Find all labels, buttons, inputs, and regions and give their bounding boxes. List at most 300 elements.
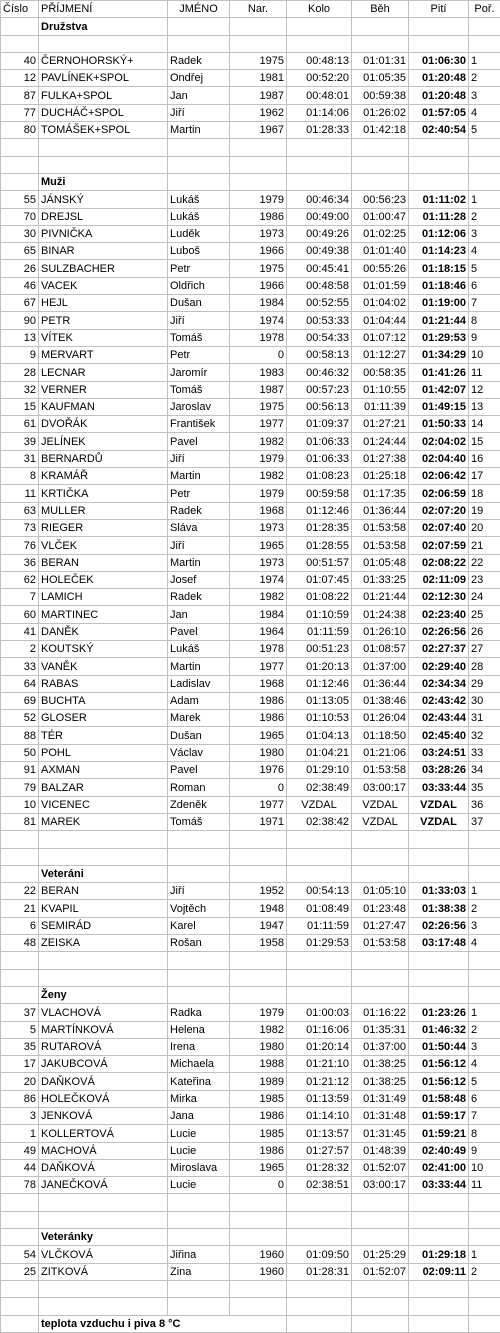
result-row [1,554,500,571]
empty-cell [469,1298,500,1315]
prijmeni-cell: SEMIRÁD [39,917,168,934]
poradi-cell: 6 [469,1090,500,1107]
kolo-cell: 00:48:58 [287,277,352,294]
poradi-cell: 28 [469,658,500,675]
jmeno-cell: Jiří [168,450,230,467]
prijmeni-cell: KRAMÁŘ [39,468,168,485]
piti-cell: 01:59:21 [409,1125,469,1142]
kolo-cell: 00:54:33 [287,329,352,346]
piti-cell: 01:56:12 [409,1056,469,1073]
piti-cell: 01:57:05 [409,104,469,121]
result-row [1,450,500,467]
poradi-cell: 4 [469,104,500,121]
beh-cell: 01:02:25 [352,225,409,242]
piti-cell: 02:43:42 [409,692,469,709]
poradi-cell: 5 [469,1073,500,1090]
empty-cell [409,952,469,969]
kolo-cell: 02:38:49 [287,779,352,796]
kolo-cell: 01:21:10 [287,1056,352,1073]
beh-cell: 01:01:31 [352,52,409,69]
header-prijmeni: PŘÍJMENÍ [39,1,168,18]
beh-cell: 01:31:48 [352,1108,409,1125]
empty-cell [352,865,409,882]
header-kolo: Kolo [287,1,352,18]
empty-cell [168,18,230,35]
empty-cell [168,1229,230,1246]
poradi-cell: 19 [469,502,500,519]
piti-cell: 02:08:22 [409,554,469,571]
section-title-row [1,865,500,882]
beh-cell: 01:05:48 [352,554,409,571]
piti-cell: 02:04:40 [409,450,469,467]
results-table-body [1,1,500,1333]
piti-cell: 02:12:30 [409,589,469,606]
piti-cell: 01:14:23 [409,243,469,260]
cislo-cell: 36 [1,554,39,571]
piti-cell: 01:56:12 [409,1073,469,1090]
result-row [1,1056,500,1073]
empty-cell [168,986,230,1003]
narozen-cell: 1987 [230,87,287,104]
kolo-cell: 00:48:01 [287,87,352,104]
narozen-cell: 1978 [230,640,287,657]
poradi-cell: 22 [469,554,500,571]
cislo-cell: 70 [1,208,39,225]
kolo-cell: 01:04:13 [287,727,352,744]
empty-cell [287,35,352,52]
prijmeni-cell: BUCHTA [39,692,168,709]
jmeno-cell: Mirka [168,1090,230,1107]
empty-cell [409,139,469,156]
beh-cell: 01:53:58 [352,762,409,779]
empty-cell [409,1211,469,1228]
cislo-cell: 61 [1,416,39,433]
kolo-cell: 01:21:12 [287,1073,352,1090]
empty-cell [230,139,287,156]
poradi-cell: 36 [469,796,500,813]
kolo-cell: 01:09:50 [287,1246,352,1263]
prijmeni-cell: VERNER [39,381,168,398]
empty-cell [352,831,409,848]
empty-cell [168,1280,230,1297]
empty-cell [352,18,409,35]
empty-cell [409,1315,469,1332]
beh-cell: 01:27:38 [352,450,409,467]
jmeno-cell: Irena [168,1038,230,1055]
prijmeni-cell: BALZAR [39,779,168,796]
empty-cell [230,986,287,1003]
piti-cell: 01:50:44 [409,1038,469,1055]
kolo-cell: 00:49:26 [287,225,352,242]
beh-cell: 01:05:35 [352,70,409,87]
section-title: Veteráni [39,865,168,882]
poradi-cell: 24 [469,589,500,606]
narozen-cell: 1958 [230,935,287,952]
narozen-cell: 1952 [230,883,287,900]
poradi-cell: 4 [469,1056,500,1073]
empty-cell [469,952,500,969]
cislo-cell: 79 [1,779,39,796]
empty-cell [287,173,352,190]
beh-cell: 01:01:40 [352,243,409,260]
poradi-cell: 30 [469,692,500,709]
kolo-cell: 00:52:55 [287,295,352,312]
result-row [1,1263,500,1280]
jmeno-cell: Radek [168,502,230,519]
jmeno-cell: Martin [168,554,230,571]
spacer-row [1,1211,500,1228]
prijmeni-cell: VLČKOVÁ [39,1246,168,1263]
section-title-row [1,986,500,1003]
narozen-cell: 1979 [230,485,287,502]
empty-cell [168,865,230,882]
jmeno-cell: Tomáš [168,329,230,346]
empty-cell [39,969,168,986]
empty-cell [287,1229,352,1246]
empty-cell [230,1298,287,1315]
piti-cell: 02:07:59 [409,537,469,554]
poradi-cell: 10 [469,346,500,363]
empty-cell [469,18,500,35]
result-row [1,1108,500,1125]
empty-cell [409,35,469,52]
empty-cell [469,1194,500,1211]
prijmeni-cell: DUCHÁČ+SPOL [39,104,168,121]
result-row [1,589,500,606]
prijmeni-cell: HOLEČKOVÁ [39,1090,168,1107]
narozen-cell: 1971 [230,813,287,830]
narozen-cell: 1947 [230,917,287,934]
result-row [1,485,500,502]
cislo-cell: 54 [1,1246,39,1263]
piti-cell: 01:11:02 [409,191,469,208]
beh-cell: 01:42:18 [352,122,409,139]
narozen-cell: 0 [230,1177,287,1194]
jmeno-cell: Martin [168,122,230,139]
piti-cell: 01:21:44 [409,312,469,329]
prijmeni-cell: KOLLERTOVÁ [39,1125,168,1142]
piti-cell: 01:06:30 [409,52,469,69]
poradi-cell: 2 [469,900,500,917]
empty-cell [287,1315,352,1332]
kolo-cell: 00:46:34 [287,191,352,208]
narozen-cell: 1980 [230,744,287,761]
poradi-cell: 2 [469,70,500,87]
piti-cell: 02:27:37 [409,640,469,657]
poradi-cell: 26 [469,623,500,640]
result-row [1,70,500,87]
cislo-cell: 81 [1,813,39,830]
empty-cell [230,1194,287,1211]
poradi-cell: 13 [469,398,500,415]
result-row [1,779,500,796]
poradi-cell: 23 [469,571,500,588]
kolo-cell: 00:54:13 [287,883,352,900]
result-row [1,1038,500,1055]
narozen-cell: 1973 [230,554,287,571]
kolo-cell: 01:09:37 [287,416,352,433]
narozen-cell: 1979 [230,450,287,467]
narozen-cell: 1975 [230,260,287,277]
result-row [1,208,500,225]
piti-cell: 02:11:09 [409,571,469,588]
narozen-cell: 1973 [230,519,287,536]
empty-cell [1,156,39,173]
result-row [1,1159,500,1176]
empty-cell [469,969,500,986]
prijmeni-cell: MARTÍNKOVÁ [39,1021,168,1038]
jmeno-cell: Jiří [168,312,230,329]
kolo-cell: 01:11:59 [287,623,352,640]
empty-cell [469,1211,500,1228]
poradi-cell: 3 [469,225,500,242]
piti-cell: VZDAL [409,796,469,813]
narozen-cell: 1986 [230,692,287,709]
result-row [1,571,500,588]
spacer-row [1,831,500,848]
beh-cell: 01:24:38 [352,606,409,623]
section-title-row [1,18,500,35]
cislo-cell: 35 [1,1038,39,1055]
beh-cell: 01:38:25 [352,1056,409,1073]
kolo-cell: 01:10:59 [287,606,352,623]
empty-cell [287,1298,352,1315]
prijmeni-cell: HOLEČEK [39,571,168,588]
cislo-cell: 76 [1,537,39,554]
piti-cell: 02:45:40 [409,727,469,744]
cislo-cell: 60 [1,606,39,623]
piti-cell: 02:29:40 [409,658,469,675]
empty-cell [287,831,352,848]
poradi-cell: 18 [469,485,500,502]
narozen-cell: 1988 [230,1056,287,1073]
jmeno-cell: Dušan [168,295,230,312]
cislo-cell: 63 [1,502,39,519]
result-row [1,796,500,813]
jmeno-cell: Helena [168,1021,230,1038]
beh-cell: 01:48:39 [352,1142,409,1159]
empty-cell [352,1280,409,1297]
beh-cell: 01:53:58 [352,935,409,952]
kolo-cell: 01:16:06 [287,1021,352,1038]
header-row [1,1,500,18]
kolo-cell: 01:28:33 [287,122,352,139]
empty-cell [39,831,168,848]
cislo-cell: 15 [1,398,39,415]
kolo-cell: 01:28:35 [287,519,352,536]
poradi-cell: 2 [469,1021,500,1038]
poradi-cell: 33 [469,744,500,761]
narozen-cell: 1974 [230,571,287,588]
beh-cell: 01:16:22 [352,1004,409,1021]
empty-cell [39,139,168,156]
prijmeni-cell: JANEČKOVÁ [39,1177,168,1194]
prijmeni-cell: TÉR [39,727,168,744]
cislo-cell: 20 [1,1073,39,1090]
empty-cell [1,986,39,1003]
result-row [1,122,500,139]
piti-cell: 01:29:53 [409,329,469,346]
prijmeni-cell: DAŇKOVÁ [39,1159,168,1176]
kolo-cell: 00:49:38 [287,243,352,260]
result-row [1,1090,500,1107]
kolo-cell: 02:38:42 [287,813,352,830]
result-row [1,813,500,830]
result-row [1,260,500,277]
header-poradi: Poř. [469,1,500,18]
result-row [1,900,500,917]
narozen-cell: 1978 [230,329,287,346]
cislo-cell: 73 [1,519,39,536]
cislo-cell: 25 [1,1263,39,1280]
empty-cell [168,969,230,986]
piti-cell: 01:11:28 [409,208,469,225]
piti-cell: 02:04:02 [409,433,469,450]
narozen-cell: 1974 [230,312,287,329]
kolo-cell: 01:20:13 [287,658,352,675]
poradi-cell: 32 [469,727,500,744]
piti-cell: 01:59:17 [409,1108,469,1125]
jmeno-cell: Martin [168,658,230,675]
narozen-cell: 1979 [230,1004,287,1021]
empty-cell [1,1280,39,1297]
result-row [1,658,500,675]
result-row [1,52,500,69]
jmeno-cell: Lukáš [168,640,230,657]
piti-cell: 01:20:48 [409,87,469,104]
kolo-cell: 01:10:53 [287,710,352,727]
piti-cell: 03:33:44 [409,1177,469,1194]
narozen-cell: 1982 [230,589,287,606]
piti-cell: 02:41:00 [409,1159,469,1176]
empty-cell [168,848,230,865]
kolo-cell: 01:20:14 [287,1038,352,1055]
prijmeni-cell: PIVNIČKA [39,225,168,242]
jmeno-cell: Lucie [168,1142,230,1159]
poradi-cell: 8 [469,312,500,329]
beh-cell: 00:59:38 [352,87,409,104]
poradi-cell: 3 [469,917,500,934]
empty-cell [230,969,287,986]
narozen-cell: 1986 [230,1108,287,1125]
jmeno-cell: Roman [168,779,230,796]
beh-cell: 01:35:31 [352,1021,409,1038]
jmeno-cell: Lucie [168,1177,230,1194]
kolo-cell: 01:08:23 [287,468,352,485]
beh-cell: VZDAL [352,796,409,813]
result-row [1,243,500,260]
kolo-cell: 01:14:06 [287,104,352,121]
empty-cell [168,831,230,848]
cislo-cell: 37 [1,1004,39,1021]
beh-cell: 01:24:44 [352,433,409,450]
prijmeni-cell: VLACHOVÁ [39,1004,168,1021]
cislo-cell: 52 [1,710,39,727]
empty-cell [168,156,230,173]
empty-cell [1,35,39,52]
kolo-cell: 01:06:33 [287,450,352,467]
poradi-cell: 34 [469,762,500,779]
prijmeni-cell: GLOSER [39,710,168,727]
result-row [1,1246,500,1263]
narozen-cell: 1986 [230,1142,287,1159]
spacer-row [1,1298,500,1315]
result-row [1,191,500,208]
cislo-cell: 62 [1,571,39,588]
piti-cell: VZDAL [409,813,469,830]
jmeno-cell: Marek [168,710,230,727]
result-row [1,710,500,727]
empty-cell [287,139,352,156]
jmeno-cell: Petr [168,485,230,502]
section-title-row [1,1229,500,1246]
kolo-cell: 01:12:46 [287,675,352,692]
jmeno-cell: Lukáš [168,191,230,208]
cislo-cell: 17 [1,1056,39,1073]
result-row [1,329,500,346]
empty-cell [287,848,352,865]
result-row [1,640,500,657]
piti-cell: 01:41:26 [409,364,469,381]
narozen-cell: 1967 [230,122,287,139]
empty-cell [39,1280,168,1297]
prijmeni-cell: BINAR [39,243,168,260]
poradi-cell: 20 [469,519,500,536]
jmeno-cell: Jiří [168,883,230,900]
prijmeni-cell: DAŇKOVÁ [39,1073,168,1090]
kolo-cell: 00:48:13 [287,52,352,69]
empty-cell [1,1298,39,1315]
narozen-cell: 1983 [230,364,287,381]
cislo-cell: 86 [1,1090,39,1107]
kolo-cell: 01:08:49 [287,900,352,917]
empty-cell [287,952,352,969]
section-title: Ženy [39,986,168,1003]
empty-cell [230,1229,287,1246]
empty-cell [230,35,287,52]
jmeno-cell: Tomáš [168,813,230,830]
beh-cell: 01:27:47 [352,917,409,934]
jmeno-cell: Jiří [168,104,230,121]
empty-cell [352,986,409,1003]
empty-cell [230,831,287,848]
result-row [1,537,500,554]
empty-cell [1,865,39,882]
jmeno-cell: Petr [168,260,230,277]
poradi-cell: 4 [469,935,500,952]
empty-cell [1,1229,39,1246]
empty-cell [287,986,352,1003]
narozen-cell: 1960 [230,1246,287,1263]
beh-cell: 01:01:59 [352,277,409,294]
result-row [1,502,500,519]
prijmeni-cell: BERAN [39,554,168,571]
beh-cell: 01:17:35 [352,485,409,502]
empty-cell [352,952,409,969]
cislo-cell: 46 [1,277,39,294]
prijmeni-cell: PAVLÍNEK+SPOL [39,70,168,87]
piti-cell: 02:09:11 [409,1263,469,1280]
beh-cell: 03:00:17 [352,779,409,796]
prijmeni-cell: MAREK [39,813,168,830]
empty-cell [230,156,287,173]
prijmeni-cell: PETR [39,312,168,329]
kolo-cell: 00:51:23 [287,640,352,657]
kolo-cell: 00:52:20 [287,70,352,87]
cislo-cell: 67 [1,295,39,312]
kolo-cell: 01:13:59 [287,1090,352,1107]
empty-cell [469,831,500,848]
